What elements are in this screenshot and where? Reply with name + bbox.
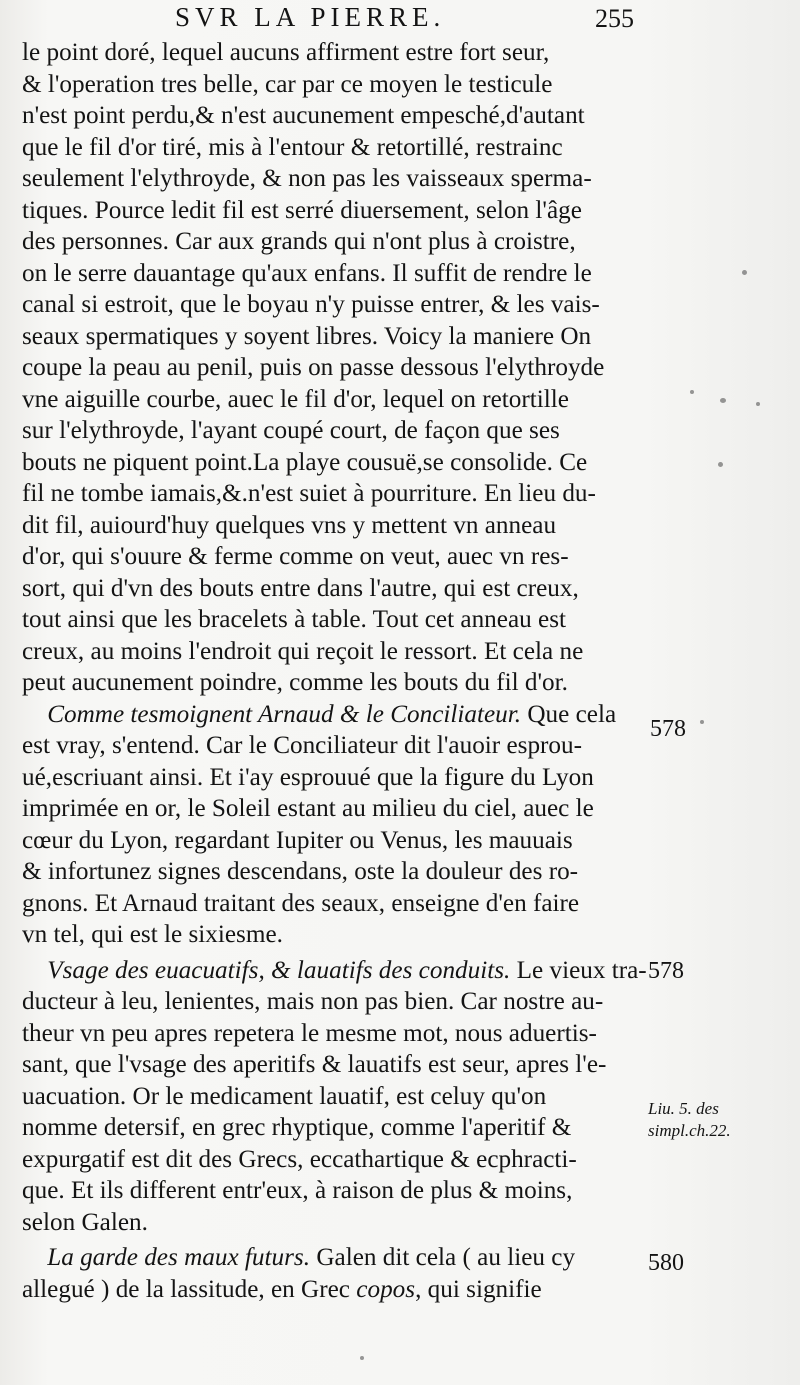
margin-note-578-b: 578: [648, 958, 684, 984]
margin-note-578-a: 578: [650, 716, 686, 742]
paragraph-4-first-line: [22, 1242, 647, 1274]
paragraph-1-line: peut aucunement poindre, comme les bouts du fil d'or.: [22, 669, 568, 696]
paragraph-2-line: cœur du Lyon, regardant Iupiter ou Venus, les mauuais: [22, 826, 573, 854]
paragraph-3-line: sant, que l'vsage des aperitifs & lauatifs est seur, apres l'e-: [22, 1051, 607, 1078]
paragraph-2-line: est vray, s'entend. Car le Conciliateur dit l'auoir esprou-: [22, 732, 583, 759]
paragraph-1-line: on le serre dauantage qu'aux enfans. Il suffit de rendre le: [22, 259, 592, 287]
paragraph-1-line: coupe la peau au penil, puis on passe dessous l'elythroyde: [22, 354, 605, 381]
paragraph-3-line: que. Et ils different entr'eux, à raison de plus & moins,: [22, 1177, 573, 1204]
paragraph-4-lemma: La garde des maux futurs.: [47, 1244, 311, 1271]
paragraph-1-line: sort, qui d'vn des bouts entre dans l'autre, qui est creux,: [22, 574, 579, 602]
paragraph-1: [22, 37, 647, 699]
paragraph-1-line: n'est point perdu,& n'est aucunement empesché,d'autant: [22, 102, 585, 129]
paragraph-3-line: nomme detersif, en grec rhyptique, comme l'aperitif &: [22, 1114, 572, 1141]
paragraph-1-line: sur l'elythroyde, l'ayant coupé court, de façon que ses: [22, 417, 560, 444]
running-title: SVR LA PIERRE.: [175, 2, 446, 32]
paragraph-2-first-line-rest: Que cela: [521, 700, 617, 728]
body-text: [22, 37, 647, 1305]
paragraph-3-line: selon Galen.: [22, 1208, 148, 1236]
paragraph-4-first-line-rest: Galen dit cela ( au lieu cy: [310, 1244, 576, 1271]
paragraph-3-line: expurgatif est dit des Grecs, eccathartique & ecphracti-: [22, 1145, 577, 1173]
paragraph-1-line: des personnes. Car aux grands qui n'ont plus à croistre,: [22, 228, 576, 255]
paragraph-1-line: creux, au moins l'endroit qui reçoit le ressort. Et cela ne: [22, 637, 584, 665]
ink-speck: [742, 270, 747, 275]
paragraph-1-line: canal si estroit, que le boyau n'y puisse entrer, & les vais-: [22, 291, 600, 318]
running-header: [0, 2, 800, 36]
paragraph-1-line: fil ne tombe iamais,&.n'est suiet à pourriture. En lieu du-: [22, 480, 596, 507]
margin-reference-line-2: simpl.ch.22.: [648, 1121, 731, 1140]
ink-speck: [756, 402, 760, 406]
paragraph-1-line: dit fil, auiourd'huy quelques vns y mettent vn anneau: [22, 511, 557, 539]
paragraph-3-line: uacuation. Or le medicament lauatif, est celuy qu'on: [22, 1082, 547, 1110]
p4-second-before: allegué ) de la lassitude, en Grec: [22, 1275, 357, 1303]
paragraph-2-lemma: Comme tesmoignent Arnaud & le Conciliateur.: [47, 700, 522, 728]
paragraph-2-line: & infortunez signes descendans, oste la douleur des ro-: [22, 858, 579, 885]
paragraph-1-line: seaux spermatiques y soyent libres. Voicy la maniere On: [22, 322, 592, 350]
paragraph-3-first-line-rest: Le vieux tra-: [510, 956, 647, 984]
paragraph-2: [22, 699, 647, 951]
paragraph-3-body: [22, 986, 647, 1238]
paragraph-2-body: [22, 730, 647, 951]
paragraph-1-line: bouts ne piquent point.La playe cousuë,se consolide. Ce: [22, 448, 588, 476]
p4-second-after: , qui signifie: [415, 1275, 542, 1303]
paragraph-1-line: tout ainsi que les bracelets à table. Tout cet anneau est: [22, 606, 567, 633]
paragraph-3-first-line: [22, 955, 647, 987]
page-number: 255: [595, 4, 634, 33]
paragraph-3: [22, 955, 647, 1239]
paragraph-2-line: ué,escriuant ainsi. Et i'ay esprouué que la figure du Lyon: [22, 763, 594, 791]
margin-note-580: 580: [648, 1250, 684, 1276]
paragraph-1-line: tiques. Pource ledit fil est serré diuersement, selon l'âge: [22, 196, 582, 224]
ink-speck: [718, 462, 723, 467]
ink-speck: [360, 1356, 364, 1360]
paragraph-1-line: seulement l'elythroyde, & non pas les vaisseaux sperma-: [22, 165, 592, 192]
margin-reference-line-1: Liu. 5. des: [648, 1099, 719, 1118]
paragraph-2-first-line: [22, 699, 647, 731]
p4-greek-term: copos: [356, 1275, 416, 1303]
paragraph-4: [22, 1242, 647, 1305]
paragraph-3-line: ducteur à leu, lenientes, mais non pas bien. Car nostre au-: [22, 988, 604, 1015]
ink-speck: [720, 398, 726, 403]
paragraph-2-line: vn tel, qui est le sixiesme.: [22, 921, 283, 948]
paragraph-2-line: gnons. Et Arnaud traitant des seaux, enseigne d'en faire: [22, 889, 580, 917]
margin-reference: [648, 1098, 731, 1142]
paragraph-1-line: & l'operation tres belle, car par ce moyen le testicule: [22, 70, 553, 98]
paragraph-3-line: theur vn peu apres repetera le mesme mot, nous aduertis-: [22, 1019, 597, 1047]
paragraph-1-line: le point doré, lequel aucuns affirment estre fort seur,: [22, 39, 550, 66]
paragraph-2-line: imprimée en or, le Soleil estant au milieu du ciel, auec le: [22, 795, 594, 822]
paragraph-1-line: vne aiguille courbe, auec le fil d'or, lequel on retortille: [22, 385, 569, 413]
ink-speck: [700, 720, 704, 724]
paragraph-1-line: que le fil d'or tiré, mis à l'entour & retortillé, restrainc: [22, 133, 563, 161]
ink-speck: [690, 390, 694, 394]
paragraph-1-line: d'or, qui s'ouure & ferme comme on veut, auec vn res-: [22, 543, 569, 570]
paragraph-3-lemma: Vsage des euacuatifs, & lauatifs des conduits.: [47, 956, 511, 984]
paragraph-4-second-line: [22, 1274, 647, 1306]
